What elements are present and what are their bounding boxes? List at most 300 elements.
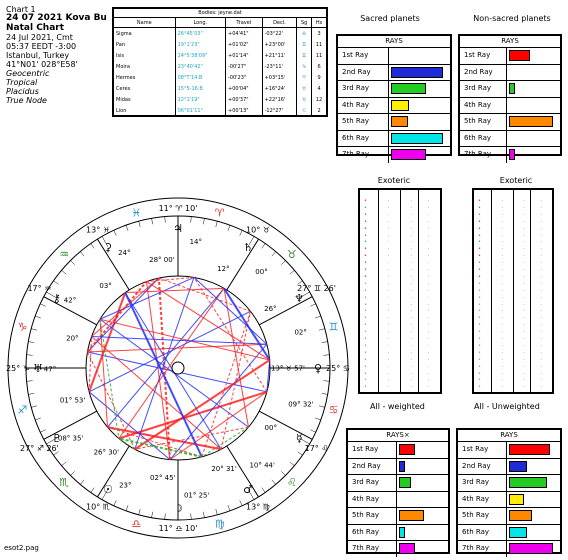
eso-cell: · xyxy=(410,356,412,363)
eso-cell: · xyxy=(428,377,430,384)
eso-cell: · xyxy=(410,322,412,329)
degree-tick xyxy=(165,217,166,223)
eso-cell: · xyxy=(523,198,525,204)
ray-label: 3rd Ray xyxy=(342,84,370,92)
degree-tick xyxy=(323,355,329,356)
eso-cell: · xyxy=(410,253,412,260)
ray-row xyxy=(458,459,560,476)
ray-separator xyxy=(388,65,389,81)
ray-separator xyxy=(506,459,507,475)
col-decl: Decl. xyxy=(262,18,297,28)
degree-tick xyxy=(139,221,141,227)
eso-column-divider xyxy=(513,190,514,392)
degree-tick xyxy=(165,513,166,519)
ray-separator xyxy=(396,541,397,557)
ray-label: 1st Ray xyxy=(352,445,379,453)
ray-row xyxy=(338,114,450,131)
eso-column-divider xyxy=(530,190,531,392)
degree-tick xyxy=(298,452,303,455)
eso-cell: · xyxy=(388,356,390,363)
eso-cell: · xyxy=(540,211,542,218)
planet-glyph-icon: ☉ xyxy=(103,483,113,497)
eso-cell: • xyxy=(364,211,367,218)
weighted-rays-chart xyxy=(346,428,450,554)
eso-cell: · xyxy=(540,322,542,329)
body-row xyxy=(114,83,326,94)
body-row xyxy=(114,94,326,105)
eso-cell: · xyxy=(388,329,390,336)
ray-separator xyxy=(506,525,507,541)
ray-row xyxy=(348,508,448,525)
body-name: Hermes xyxy=(116,74,136,81)
eso-cell: · xyxy=(540,342,542,349)
ray-label: 6th Ray xyxy=(342,133,370,142)
eso-cell: · xyxy=(501,260,503,267)
eso-cell: · xyxy=(428,322,430,329)
planet-degree-label: 24° xyxy=(118,248,131,257)
eso-cell: · xyxy=(410,342,412,349)
body-sg: ♉ xyxy=(297,94,312,105)
ray-row xyxy=(338,147,450,163)
eso-cell: • xyxy=(478,280,481,287)
eso-cell: • xyxy=(478,315,481,322)
ray-bar xyxy=(399,444,415,455)
aspect-line xyxy=(87,352,134,449)
planet-degree-label: 12° xyxy=(217,264,230,273)
degree-tick xyxy=(126,505,128,511)
eso-cell: · xyxy=(540,225,542,232)
zodiac-sign-icon: ♉ xyxy=(286,248,297,262)
aspect-line xyxy=(224,288,270,360)
ray-separator xyxy=(506,131,507,147)
chart-node: True Node xyxy=(6,96,47,105)
ray-separator xyxy=(388,131,389,147)
ray-label: 4th Ray xyxy=(352,494,380,503)
eso-cell: • xyxy=(364,342,367,349)
center-circle xyxy=(172,362,184,374)
body-sg: ♉ xyxy=(297,83,312,94)
eso-cell: · xyxy=(523,204,525,211)
ray-row xyxy=(338,65,450,82)
eso-cell: · xyxy=(428,198,430,204)
eso-cell: · xyxy=(540,273,542,280)
eso-cell: · xyxy=(410,301,412,308)
eso-cell: · xyxy=(410,267,412,273)
ray-bar xyxy=(509,510,532,521)
col-travel: Travel xyxy=(226,18,263,28)
eso-cell: · xyxy=(501,253,503,260)
nonsacred-heading: Non-sacred planets xyxy=(473,14,551,23)
eso-cell: · xyxy=(428,336,430,342)
eso-cell: · xyxy=(428,329,430,336)
degree-tick xyxy=(310,304,315,307)
body-decl: -23°11' xyxy=(262,61,297,72)
eso-cell: · xyxy=(410,294,412,301)
unweighted-rays-chart xyxy=(456,428,562,554)
ray-label: 4th Ray xyxy=(342,100,370,109)
ray-row xyxy=(458,525,560,542)
eso-cell: • xyxy=(364,336,367,342)
ray-separator xyxy=(506,147,507,163)
eso-cell: · xyxy=(501,211,503,218)
eso-cell: • xyxy=(364,315,367,322)
eso-cell: • xyxy=(364,273,367,280)
body-hs: 12 xyxy=(312,94,326,105)
eso-cell: · xyxy=(523,363,525,370)
body-travel: -00'23" xyxy=(226,72,263,83)
body-decl: +16°24' xyxy=(262,83,297,94)
eso-cell: • xyxy=(364,377,367,384)
ray-bar xyxy=(509,494,524,505)
eso-cell: · xyxy=(428,204,430,211)
rays-title: RAYS xyxy=(458,430,560,442)
degree-tick xyxy=(319,329,325,331)
body-name: Ceres xyxy=(116,85,131,92)
eso-cell: · xyxy=(428,384,430,391)
eso-cell: · xyxy=(410,315,412,322)
eso-cell: · xyxy=(410,232,412,239)
eso-cell: • xyxy=(364,232,367,239)
ray-bar xyxy=(509,477,547,488)
aspect-line xyxy=(202,311,251,457)
planet-degree-label: 47° xyxy=(43,365,57,374)
planet-degree-label: 09° 32' xyxy=(288,400,314,409)
eso-cell: · xyxy=(410,239,412,246)
planet-glyph-icon: ♀ xyxy=(313,362,323,375)
degree-tick xyxy=(139,509,141,515)
eso-cell: · xyxy=(388,218,390,225)
planet-degree-label: 20° xyxy=(66,334,79,343)
ray-label: 2nd Ray xyxy=(342,67,371,76)
ray-row xyxy=(460,81,560,98)
eso-cell: · xyxy=(388,253,390,260)
eso-cell: • xyxy=(478,377,481,384)
eso-cell: · xyxy=(410,225,412,232)
degree-tick xyxy=(27,355,33,356)
eso-cell: • xyxy=(364,267,367,273)
eso-cell: · xyxy=(410,273,412,280)
eso-cell: · xyxy=(428,246,430,253)
eso-cell: · xyxy=(501,336,503,342)
eso-cell: · xyxy=(410,370,412,377)
body-sg: ♈ xyxy=(297,72,312,83)
eso-cell: • xyxy=(478,246,481,253)
ray-label: 5th Ray xyxy=(464,117,492,125)
degree-tick xyxy=(203,218,204,224)
rays-title: RAYS xyxy=(460,36,560,48)
eso-cell: • xyxy=(478,294,481,301)
eso-cell: · xyxy=(540,267,542,273)
body-decl: -03°22' xyxy=(262,28,297,40)
body-name: Moira xyxy=(116,63,130,70)
zodiac-sign-icon: ♍ xyxy=(214,517,225,531)
eso-cell: · xyxy=(388,336,390,342)
body-travel: +04'41" xyxy=(226,28,263,40)
planet-glyph-icon: ♅ xyxy=(33,362,43,375)
ray-bar xyxy=(509,50,530,61)
degree-tick xyxy=(191,513,192,519)
chart-time: 05:37 EEDT -3:00 xyxy=(6,42,77,51)
ray-bar xyxy=(399,461,405,472)
eso-cell: • xyxy=(478,260,481,267)
eso-cell: · xyxy=(428,370,430,377)
degree-tick xyxy=(290,270,295,274)
ray-label: 3rd Ray xyxy=(462,478,490,486)
body-hs: 2 xyxy=(312,105,326,116)
ray-bar xyxy=(509,444,550,455)
planet-degree-label: 01° 25' xyxy=(183,491,210,500)
ray-row xyxy=(338,81,450,98)
planet-degree-label: 13° ♉ 57' xyxy=(271,364,305,373)
esoteric-left-caption: All - weighted xyxy=(370,402,425,411)
esoteric-right-caption: All - Unweighted xyxy=(474,402,540,411)
eso-cell: · xyxy=(410,377,412,384)
eso-cell: • xyxy=(364,322,367,329)
body-row xyxy=(114,50,326,61)
eso-cell: · xyxy=(501,322,503,329)
eso-cell: · xyxy=(523,260,525,267)
ray-row xyxy=(348,475,448,492)
eso-cell: · xyxy=(501,315,503,322)
eso-cell: · xyxy=(540,384,542,391)
eso-cell: · xyxy=(388,384,390,391)
degree-tick xyxy=(126,225,128,231)
bodies-grid xyxy=(114,18,326,116)
eso-cell: • xyxy=(364,370,367,377)
eso-cell: • xyxy=(364,246,367,253)
eso-cell: · xyxy=(410,349,412,356)
ray-row xyxy=(460,98,560,115)
planet-glyph-icon: ♄ xyxy=(243,240,253,254)
degree-tick xyxy=(152,512,153,518)
body-decl: -12°27' xyxy=(262,105,297,116)
eso-cell: · xyxy=(428,273,430,280)
ray-separator xyxy=(506,98,507,114)
chart-geocentric: Geocentric xyxy=(6,69,50,78)
bodies-title: Bodies: jeyne.dat xyxy=(114,9,326,18)
ray-separator xyxy=(506,65,507,81)
eso-cell: · xyxy=(388,204,390,211)
body-name: Lion xyxy=(116,107,127,114)
eso-cell: · xyxy=(540,377,542,384)
eso-cell: · xyxy=(428,232,430,239)
eso-cell: • xyxy=(478,267,481,273)
degree-tick xyxy=(228,505,230,511)
planet-glyph-icon: ☿ xyxy=(295,432,303,445)
eso-cell: · xyxy=(388,370,390,377)
eso-cell: • xyxy=(364,363,367,370)
col-name: Name xyxy=(114,18,175,28)
ray-separator xyxy=(506,475,507,491)
esoteric-right-heading: Exoteric xyxy=(499,176,533,185)
degree-tick xyxy=(53,281,58,284)
degree-tick xyxy=(262,243,265,248)
eso-cell: · xyxy=(523,342,525,349)
eso-cell: • xyxy=(364,239,367,246)
natal-chart-wheel xyxy=(2,196,352,544)
eso-cell: • xyxy=(364,287,367,294)
eso-cell: · xyxy=(540,301,542,308)
ray-label: 7th Ray xyxy=(342,150,370,158)
eso-cell: · xyxy=(523,377,525,384)
rays-title: RAYS× xyxy=(348,430,448,442)
esoteric-right-table xyxy=(472,188,554,394)
ray-bar xyxy=(391,100,409,111)
degree-tick xyxy=(216,221,218,227)
eso-cell: · xyxy=(501,377,503,384)
body-sg: ♊ xyxy=(297,39,312,50)
ray-separator xyxy=(388,81,389,97)
degree-tick xyxy=(216,509,218,515)
eso-cell: · xyxy=(428,211,430,218)
eso-cell: · xyxy=(523,267,525,273)
degree-tick xyxy=(240,500,243,505)
eso-cell: · xyxy=(501,363,503,370)
eso-cell: · xyxy=(501,342,503,349)
ray-separator xyxy=(396,525,397,541)
body-row xyxy=(114,28,326,40)
eso-cell: · xyxy=(540,198,542,204)
esoteric-left-heading: Exoteric xyxy=(377,176,411,185)
ray-row xyxy=(338,48,450,65)
eso-cell: • xyxy=(364,198,367,204)
eso-cell: · xyxy=(388,273,390,280)
ray-label: 7th Ray xyxy=(462,544,490,552)
eso-cell: · xyxy=(410,329,412,336)
planet-glyph-icon: ⚳ xyxy=(103,240,113,254)
ray-label: 7th Ray xyxy=(464,150,492,158)
degree-tick xyxy=(31,329,37,331)
eso-cell: · xyxy=(428,356,430,363)
body-travel: +00'37" xyxy=(226,94,263,105)
eso-cell: • xyxy=(364,280,367,287)
ray-row xyxy=(460,131,560,148)
body-long: 26°45'03" xyxy=(175,28,225,40)
ray-row xyxy=(460,114,560,131)
body-row xyxy=(114,39,326,50)
eso-cell: · xyxy=(388,308,390,315)
ray-separator xyxy=(396,442,397,458)
degree-tick xyxy=(80,480,84,485)
eso-cell: • xyxy=(478,287,481,294)
eso-cell: · xyxy=(501,232,503,239)
eso-cell: · xyxy=(388,239,390,246)
eso-cell: · xyxy=(540,260,542,267)
eso-cell: • xyxy=(478,336,481,342)
eso-cell: · xyxy=(410,211,412,218)
eso-cell: · xyxy=(540,294,542,301)
eso-cell: · xyxy=(523,294,525,301)
chart-zodiac: Tropical xyxy=(6,78,38,87)
cusp-label: 13° ♍ xyxy=(246,502,270,512)
eso-cell: · xyxy=(388,342,390,349)
eso-cell: · xyxy=(388,301,390,308)
eso-cell: · xyxy=(540,287,542,294)
bodies-table xyxy=(112,7,328,117)
chart-number: Chart 1 xyxy=(6,5,36,14)
eso-cell: · xyxy=(501,287,503,294)
ray-bar xyxy=(509,461,527,472)
ray-separator xyxy=(388,147,389,163)
degree-tick xyxy=(191,217,192,223)
body-long: 06°01'11" xyxy=(175,105,225,116)
cusp-label: 17° ♒ xyxy=(27,284,52,293)
eso-cell: • xyxy=(478,273,481,280)
eso-cell: · xyxy=(501,273,503,280)
eso-cell: · xyxy=(501,218,503,225)
eso-cell: • xyxy=(478,253,481,260)
body-sg: ♑ xyxy=(297,61,312,72)
ray-separator xyxy=(506,114,507,130)
degree-tick xyxy=(315,418,321,420)
ray-bar xyxy=(399,477,411,488)
cusp-label: 13° ♓ xyxy=(86,225,110,235)
eso-cell: · xyxy=(388,198,390,204)
zodiac-sign-icon: ♏ xyxy=(59,475,70,489)
ray-row xyxy=(458,508,560,525)
eso-cell: • xyxy=(364,260,367,267)
ray-separator xyxy=(396,508,397,524)
eso-cell: · xyxy=(501,280,503,287)
eso-cell: · xyxy=(410,198,412,204)
ray-row xyxy=(458,475,560,492)
eso-cell: · xyxy=(523,273,525,280)
ray-separator xyxy=(506,541,507,557)
eso-cell: • xyxy=(478,301,481,308)
zodiac-sign-icon: ♐ xyxy=(17,403,28,417)
esoteric-left-table xyxy=(358,188,442,394)
eso-cell: · xyxy=(501,225,503,232)
body-long: 19°1'23" xyxy=(175,39,225,50)
body-travel: +00'13" xyxy=(226,105,263,116)
eso-cell: · xyxy=(388,280,390,287)
body-name: Sigma xyxy=(116,30,132,37)
body-long: 15°5-16.B xyxy=(175,83,225,94)
degree-tick xyxy=(80,252,84,257)
zodiac-sign-icon: ♑ xyxy=(17,320,28,334)
eso-cell: • xyxy=(478,349,481,356)
eso-cell: · xyxy=(523,225,525,232)
ray-label: 1st Ray xyxy=(464,51,491,59)
body-long: 24°5'38'09" xyxy=(175,50,225,61)
body-hs: 4 xyxy=(312,83,326,94)
planet-degree-label: 28° 00' xyxy=(149,256,175,265)
eso-column-divider xyxy=(491,190,492,392)
ray-bar xyxy=(391,133,443,144)
eso-cell: • xyxy=(478,329,481,336)
body-hs: 3 xyxy=(312,28,326,40)
ray-label: 5th Ray xyxy=(342,117,370,125)
eso-cell: · xyxy=(501,370,503,377)
ray-label: 2nd Ray xyxy=(462,461,491,470)
degree-tick xyxy=(240,230,243,235)
body-sg: ♊ xyxy=(297,50,312,61)
eso-column-divider xyxy=(378,190,379,392)
ray-row xyxy=(338,98,450,115)
ray-row xyxy=(348,541,448,557)
planet-glyph-icon: ♂ xyxy=(243,483,253,497)
eso-cell: • xyxy=(364,301,367,308)
eso-cell: · xyxy=(540,280,542,287)
ray-bar xyxy=(399,510,424,521)
eso-cell: · xyxy=(523,301,525,308)
eso-cell: · xyxy=(540,370,542,377)
eso-column-divider xyxy=(418,190,419,392)
aspect-line xyxy=(202,427,249,457)
ray-bar xyxy=(391,149,426,160)
nonsacred-rays-chart xyxy=(458,34,562,156)
page-footer: esot2.pag xyxy=(4,544,39,552)
